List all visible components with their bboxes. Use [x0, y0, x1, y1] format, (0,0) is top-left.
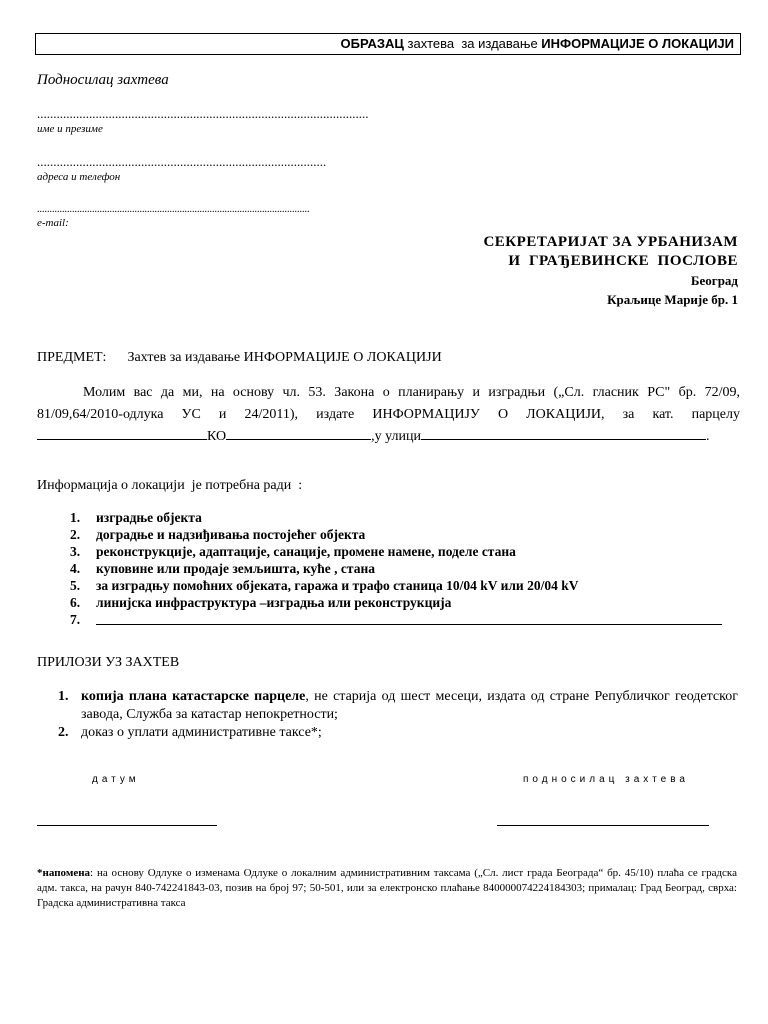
- attachments-list: [58, 688, 738, 742]
- form-title-suffix: ИНФОРМАЦИЈЕ О ЛОКАЦИЈИ: [541, 36, 734, 51]
- attachment-item: [58, 724, 738, 742]
- subject-label: ПРЕДМЕТ:: [37, 350, 107, 365]
- purpose-other-field[interactable]: [96, 624, 722, 625]
- recipient-line-2: И ГРАЂЕВИНСКЕ ПОСЛОВЕ: [508, 253, 738, 269]
- attachment-text: , не старија од шест месеци, издата од стране Републичког геодетског завода, Служба за катастар непокретности;: [81, 689, 738, 722]
- purpose-text: изградње објекта: [96, 510, 202, 525]
- purpose-text: за изградњу помоћних објеката, гаража и трафо станица 10/04 kV или 20/04 kV: [96, 578, 579, 593]
- request-text: Молим вас да ми, на основу чл. 53. Закона о планирању и изградњи („Сл. гласник РС" бр. 72/09, 81/09,64/2010-одлука УС и 24/2011), издате ИНФОРМАЦИЈУ О ЛОКАЦИЈИ, за кат. парцелу: [37, 385, 740, 422]
- purpose-num: 1.: [70, 510, 81, 525]
- signature-field[interactable]: [497, 825, 709, 826]
- subject-line: [37, 350, 442, 366]
- request-paragraph: [37, 382, 740, 448]
- purpose-text: доградње и надзиђивања постојећег објекта: [96, 527, 366, 542]
- purpose-num: 2.: [70, 527, 81, 542]
- subject-text: Захтев за издавање ИНФОРМАЦИЈЕ О ЛОКАЦИЈИ: [127, 350, 442, 365]
- form-title-box: [35, 33, 741, 55]
- purpose-item[interactable]: [70, 544, 730, 561]
- recipient-city: Београд: [690, 273, 738, 288]
- address-label: адреса и телефон: [37, 171, 121, 183]
- purpose-item-other[interactable]: [70, 612, 730, 629]
- footnote-text: : на основу Одлуке о изменама Одлуке о локалним административним таксама („Сл. лист града Београда“ бр. 45/10) плаћа се градска адм. такса, на рачун 840-742241843-03, позив на број 97; 50-501, или за електронско плаћање 840000074224184303; прималац: Град Београд, сврха: Градска административна такса: [37, 867, 737, 909]
- attachment-num: 2.: [58, 725, 69, 740]
- purpose-num: 5.: [70, 578, 81, 593]
- recipient-street: Краљице Марије бр. 1: [607, 292, 738, 307]
- purpose-text: линијска инфраструктура –изградња или реконструкција: [96, 595, 452, 610]
- purpose-item[interactable]: [70, 595, 730, 612]
- purpose-item[interactable]: [70, 527, 730, 544]
- name-field[interactable]: ......................................................................................................: [37, 106, 369, 121]
- ko-field[interactable]: [226, 427, 371, 440]
- form-title: [341, 36, 734, 51]
- parcel-number-field[interactable]: [37, 427, 207, 440]
- purpose-text: куповине или продаје земљишта, куће , стана: [96, 561, 375, 576]
- purpose-item[interactable]: [70, 510, 730, 527]
- purpose-item[interactable]: [70, 561, 730, 578]
- ko-label: КО: [207, 429, 227, 444]
- purpose-intro: Информација о локацији је потребна ради :: [37, 478, 303, 493]
- purpose-list: [70, 510, 730, 629]
- purpose-item[interactable]: [70, 578, 730, 595]
- purpose-num: 6.: [70, 595, 81, 610]
- street-field[interactable]: [421, 427, 706, 440]
- date-field[interactable]: [37, 825, 217, 826]
- email-label: e-mail:: [37, 217, 69, 229]
- footnote-prefix: *напомена: [37, 867, 91, 879]
- attachments-heading: ПРИЛОЗИ УЗ ЗАХТЕВ: [37, 655, 180, 670]
- recipient-line-1: СЕКРЕТАРИЈАТ ЗА УРБАНИЗАМ: [483, 234, 738, 250]
- date-label: датум: [92, 774, 140, 785]
- attachment-bold-text: копија плана катастарске парцеле: [81, 689, 306, 704]
- request-end-punct: .: [705, 429, 710, 444]
- purpose-num: 7.: [70, 612, 81, 627]
- applicant-signature-label: подносилац захтева: [523, 774, 689, 785]
- form-title-prefix: ОБРАЗАЦ: [340, 36, 404, 51]
- attachment-text: доказ о уплати административне таксе*;: [81, 725, 322, 740]
- purpose-num: 3.: [70, 544, 81, 559]
- footnote: [37, 866, 737, 911]
- purpose-num: 4.: [70, 561, 81, 576]
- street-label: ,у улици: [371, 429, 421, 444]
- recipient-address: [483, 233, 738, 309]
- applicant-heading: Подносилац захтева: [37, 72, 169, 88]
- attachment-item: [58, 688, 738, 724]
- purpose-text: реконструкције, адаптације, санације, промене намене, поделе стана: [96, 544, 516, 559]
- form-title-middle: захтева за издавање: [403, 36, 542, 51]
- email-field[interactable]: .............................................................................................................: [37, 204, 310, 215]
- name-label: име и презиме: [37, 123, 103, 135]
- attachment-num: 1.: [58, 689, 69, 704]
- address-field[interactable]: .........................................................................................: [37, 154, 327, 169]
